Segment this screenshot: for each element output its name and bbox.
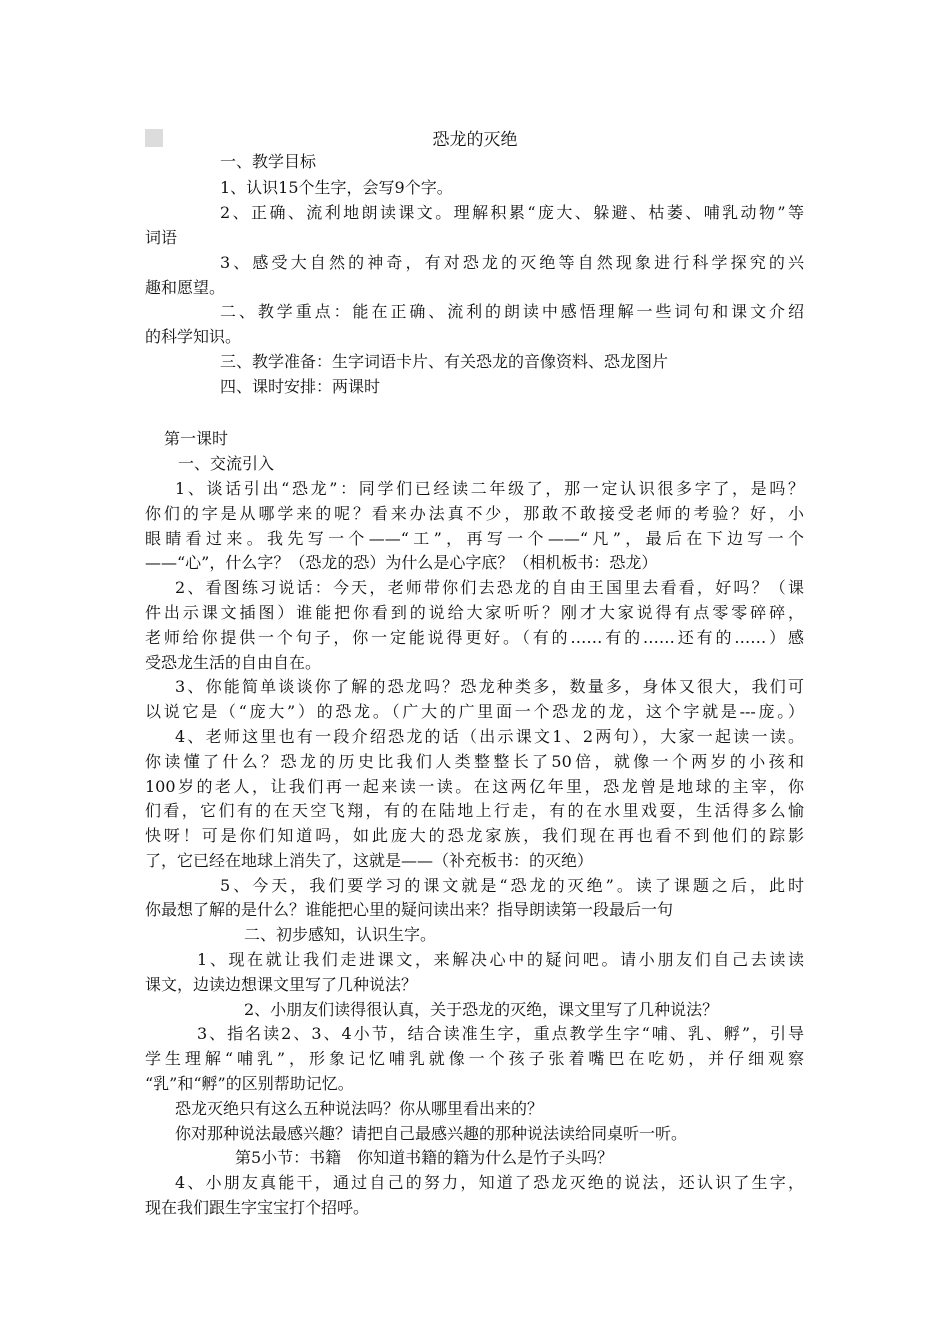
text-line: 3、指名读2、3、4小节，结合读准生字，重点教学生字“哺、乳、孵”，引导 — [197, 1024, 804, 1043]
text-line: 受恐龙生活的自由自在。 — [145, 653, 322, 672]
text-line: 3、感受大自然的神奇，有对恐龙的灭绝等自然现象进行科学探究的兴 — [220, 253, 804, 272]
text-line: 1、认识15个生字，会写9个字。 — [220, 178, 453, 197]
text-line: 词语 — [145, 228, 178, 247]
text-line: 的科学知识。 — [145, 327, 242, 346]
text-line: 4、老师这里也有一段介绍恐龙的话（出示课文1、2两句），大家一起读一读。 — [175, 727, 804, 746]
text-line: 二、初步感知，认识生字。 — [244, 925, 437, 944]
text-line: 三、教学准备：生字词语卡片、有关恐龙的音像资料、恐龙图片 — [220, 352, 669, 371]
text-line: ——“心”，什么字？（恐龙的恐）为什么是心字底？（相机板书：恐龙） — [145, 553, 658, 572]
text-line: 5、今天，我们要学习的课文就是“恐龙的灭绝”。读了课题之后，此时 — [220, 876, 804, 895]
text-line: 学生理解“哺乳”，形象记忆哺乳就像一个孩子张着嘴巴在吃奶，并仔细观察 — [145, 1049, 804, 1068]
text-line: 课文，边读边想课文里写了几种说法？ — [145, 975, 418, 994]
text-line: 你读懂了什么？恐龙的历史比我们人类整整长了50倍，就像一个两岁的小孩和 — [145, 752, 804, 771]
text-line: 以说它是（“庞大”）的恐龙。（广大的广里面一个恐龙的龙，这个字就是---庞。） — [145, 702, 804, 721]
text-line: “乳”和“孵”的区别帮助记忆。 — [145, 1074, 354, 1093]
text-line: 你最想了解的是什么？谁能把心里的疑问读出来？指导朗读第一段最后一句 — [145, 900, 674, 919]
text-line: 你对那种说法最感兴趣？请把自己最感兴趣的那种说法读给同桌听一听。 — [175, 1124, 688, 1143]
text-line: 了，它已经在地球上消失了，这就是——（补充板书：的灭绝） — [145, 851, 594, 870]
text-line: 老师给你提供一个句子，你一定能说得更好。（有的……有的……还有的……）感 — [145, 628, 804, 647]
text-line: 眼睛看过来。我先写一个——“工”，再写一个——“凡”，最后在下边写一个 — [145, 529, 804, 548]
text-line: 们看，它们有的在天空飞翔，有的在陆地上行走，有的在水里戏耍，生活得多么愉 — [145, 801, 804, 820]
text-line: 恐龙灭绝只有这么五种说法吗？你从哪里看出来的？ — [175, 1099, 544, 1118]
text-line: 4、小朋友真能干，通过自己的努力，知道了恐龙灭绝的说法，还认识了生字， — [175, 1173, 804, 1192]
text-line: 1、现在就让我们走进课文，来解决心中的疑问吧。请小朋友们自己去读读 — [197, 950, 804, 969]
text-line: 一、交流引入 — [178, 454, 275, 473]
text-line: 100岁的老人，让我们再一起来读一读。在这两亿年里，恐龙曾是地球的主宰，你 — [145, 777, 804, 796]
text-line: 2、小朋友们读得很认真，关于恐龙的灭绝，课文里写了几种说法？ — [244, 1000, 719, 1019]
text-line: 二、教学重点：能在正确、流利的朗读中感悟理解一些词句和课文介绍 — [220, 302, 804, 321]
text-line: 你们的字是从哪学来的呢？看来办法真不少，那敢不敢接受老师的考验？好，小 — [145, 504, 804, 523]
text-line: 快呀！可是你们知道吗，如此庞大的恐龙家族，我们现在再也看不到他们的踪影 — [145, 826, 804, 845]
text-line: 第5小节：书籍 你知道书籍的籍为什么是竹子头吗？ — [235, 1148, 614, 1167]
text-line: 四、课时安排：两课时 — [220, 377, 381, 396]
page-title: 恐龙的灭绝 — [432, 130, 518, 150]
text-line: 3、你能简单谈谈你了解的恐龙吗？恐龙种类多，数量多，身体又很大，我们可 — [175, 677, 804, 696]
text-line: 件出示课文插图）谁能把你看到的说给大家听听？刚才大家说得有点零零碎碎， — [145, 603, 804, 622]
text-line: 2、正确、流利地朗读课文。理解积累“庞大、躲避、枯萎、哺乳动物”等 — [220, 203, 804, 222]
text-line: 2、看图练习说话：今天，老师带你们去恐龙的自由王国里去看看，好吗？（课 — [175, 578, 804, 597]
section-heading: 第一课时 — [164, 429, 229, 448]
text-line: 1、谈话引出“恐龙”：同学们已经读二年级了，那一定认识很多字了，是吗？ — [175, 479, 804, 498]
text-line: 趣和愿望。 — [145, 278, 226, 297]
text-line: 现在我们跟生字宝宝打个招呼。 — [145, 1198, 370, 1217]
text-line: 一、教学目标 — [220, 152, 317, 171]
